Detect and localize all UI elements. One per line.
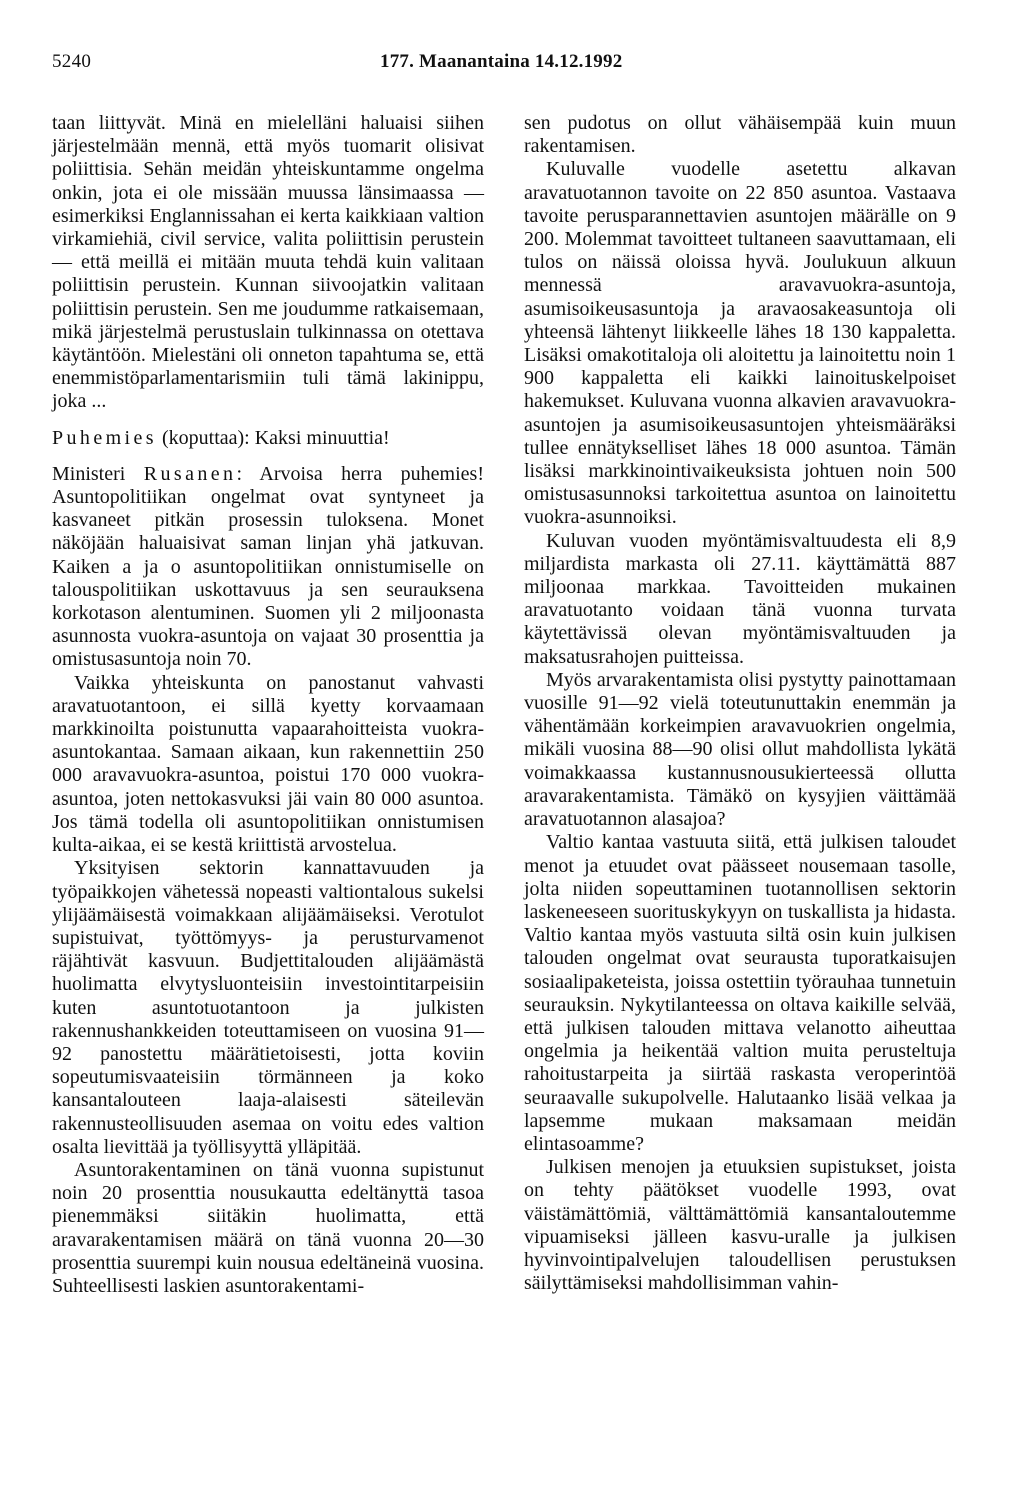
right-column	[524, 112, 956, 1295]
paragraph: Kuluvan vuoden myöntämisvaltuudesta eli 8,9 miljardista markasta oli 27.11. käyttämättä 887 miljoonaa markkaa. Tavoitteiden mukainen aravatuotanto voidaan tänä vuonna turvata käytettävissä olevan myöntämisvaltuuden ja maksatusrahojen puitteissa.	[524, 529, 956, 668]
running-head: 177. Maanantaina 14.12.1992	[380, 51, 623, 72]
speaker-name: Rusanen	[143, 462, 237, 485]
paragraph: Vaikka yhteiskunta on panostanut vahvasti aravatuotantoon, ei sillä kyetty korvaamaan markkinoilta poistunutta vapaarahoitteista vuokra-asuntokantaa. Samaan aikaan, kun rakennettiin 250 000 aravavuokra-asuntoa, poistui 170 000 vuokra-asuntoa, joten nettokasvuksi jäi vain 80 000 asuntoa. Jos tämä todella oli asuntopolitiikan onnistumisen kulta-aikaa, ei se kestä kriittistä arvostelua.	[52, 671, 484, 857]
paragraph: Valtio kantaa vastuuta siitä, että julkisen taloudet menot ja etuudet ovat päässeet nousemaan tasolle, jolta niiden sopeuttaminen tuotannollisen sektorin laskeneeseen suorituskykyyn on tuskallista ja hidasta. Valtio kantaa myös vastuuta siltä osin kuin julkisen talouden ongelmat ovat seurausta tuporatkaisujen sosiaalipaketeista, joissa ostettiin työrauhaa tunnetuin seurauksin. Nykytilanteessa on oltava kaikille selvää, että julkisen talouden mittava velanotto aiheuttaa ongelmia ja heikentää valtion muita perusteltuja rahoitustarpeita ja siirtää raskasta veroperintöä seuraavalle sukupolvelle. Halutaanko lisää velkaa ja lapsemme mukaan maksamaan meidän elintasoamme?	[524, 831, 956, 1155]
paragraph: Kuluvalle vuodelle asetettu alkavan aravatuotannon tavoite on 22 850 asuntoa. Vastaava tavoite perusparannettavien asuntojen määrälle on 9 200. Molemmat tavoitteet tultaneen saavuttamaan, eli tulos on näissä oloissa hyvä. Joulukuun alkuun mennessä aravavuokra-asuntoja, asumisoikeusasuntoja ja aravaosakeasuntoja oli yhteensä lähtenyt liikkeelle lähes 18 130 kappaletta. Lisäksi omakotitaloja oli aloitettu ja lainoitettu noin 1 900 kappaletta eli kaikki lainoituskelpoiset hakemukset. Kuluvana vuonna alkavien aravavuokra-asuntojen ja asumisoikeusasuntojen yhteismääräksi tullee ennätykselliset lähes 18 000 asuntoa. Tämän lisäksi markkinointivaikeuksista johtuen noin 500 omistusasunnoksi tarkoitettua asuntoa on lainoitettu vuokra-asunnoiksi.	[524, 158, 956, 529]
paragraph: Yksityisen sektorin kannattavuuden ja työpaikkojen vähetessä nopeasti valtiontalous sukelsi ylijäämäisestä voimakkaan alijäämäiseksi. Verotulot supistuivat, työttömyys- ja perusturvamenot räjähtivät kasvuun. Budjettitalouden alijäämästä huolimatta elvytysluonteisiin investointitarpeisiin kuten asuntotuotantoon ja julkisten rakennushankkeiden toteuttamiseen on vuosina 91—92 panostettu määrätietoisesti, jotta koviin sopeutumisvaateisiin törmänneen ja koko kansantalouteen laaja-alaisesti säteilevän rakennusteollisuuden asemaa on voitu edes valtion osalta lievittää ja työllisyyttä ylläpitää.	[52, 857, 484, 1158]
page-number: 5240	[52, 51, 92, 72]
speaker-name: Puhemies	[52, 426, 157, 449]
speaker-interjection	[52, 427, 484, 450]
speaker-title: Ministeri	[52, 462, 144, 485]
speech-opening	[52, 463, 484, 672]
interjection-text: (koputtaa): Kaksi minuuttia!	[156, 426, 390, 449]
paragraph: Asuntorakentaminen on tänä vuonna supistunut noin 20 prosenttia nousukautta edeltänyttä tasoa pienemmäksi siitäkin huolimatta, että aravarakentamisen määrä on tänä vuonna 20—30 prosenttia suurempi kuin nousua edeltäneinä vuosina. Suhteellisesti laskien asuntorakentami-	[52, 1158, 484, 1297]
paragraph: taan liittyvät. Minä en mielelläni haluaisi siihen järjestelmään mennä, että myös tuomarit olisivat poliittisia. Sehän meidän yhteiskuntamme ongelma onkin, jota ei ole missään muussa länsimaassa — esimerkiksi Englannissahan ei kerta kaikkiaan valtion virkamiehiä, civil service, valita poliittisin perustein — että meillä ei mitään muuta tehdä kuin valitaan poliittisin perustein. Kunnan siivoojatkin valitaan poliittisin perustein. Sen me joudumme ratkaisemaan, mikä järjestelmä perustuslain tulkinnassa on otettava käytäntöön. Mielestäni oli onneton tapahtuma se, että enemmistöparlamentarismiin tuli tämä lakinippu, joka ...	[52, 112, 484, 413]
speech-text: : Arvoisa herra puhemies! Asuntopolitiikan ongelmat ovat syntyneet ja kasvaneet pitkän prosessin tuloksena. Monet näköjään haluaisivat saman linjan yhä jatkuvan. Kaiken a ja o asuntopolitiikan onnistumiselle on talouspolitiikan uskottavuus ja sen seurauksena korkotason alentuminen. Suomen yli 2 miljoonasta asunnosta vuokra-asuntoja on vajaat 30 prosenttia ja omistusasuntoja noin 70.	[52, 462, 484, 671]
left-column	[52, 112, 484, 1298]
paragraph: Julkisen menojen ja etuuksien supistukset, joista on tehty päätökset vuodelle 1993, ovat väistämättömiä, välttämättömiä kansantaloutemme vipuamiseksi jälleen kasvu-uralle ja julkisen hyvinvointipalvelujen taloudellisen perustuksen säilyttämiseksi mahdollisimman vahin-	[524, 1156, 956, 1295]
paragraph: Myös arvarakentamista olisi pystytty painottamaan vuosille 91—92 vielä toteutunuttakin enemmän ja vähentämään korkeimpien aravavuokrien ongelmia, mikäli vuosina 88—90 olisi ollut mahdollista lykätä voimakkaassa kustannusnousukierteessä ollutta aravarakentamista. Tämäkö on kysyjien väittämää aravatuotannon alasajoa?	[524, 668, 956, 831]
paragraph: sen pudotus on ollut vähäisempää kuin muun rakentamisen.	[524, 112, 956, 158]
